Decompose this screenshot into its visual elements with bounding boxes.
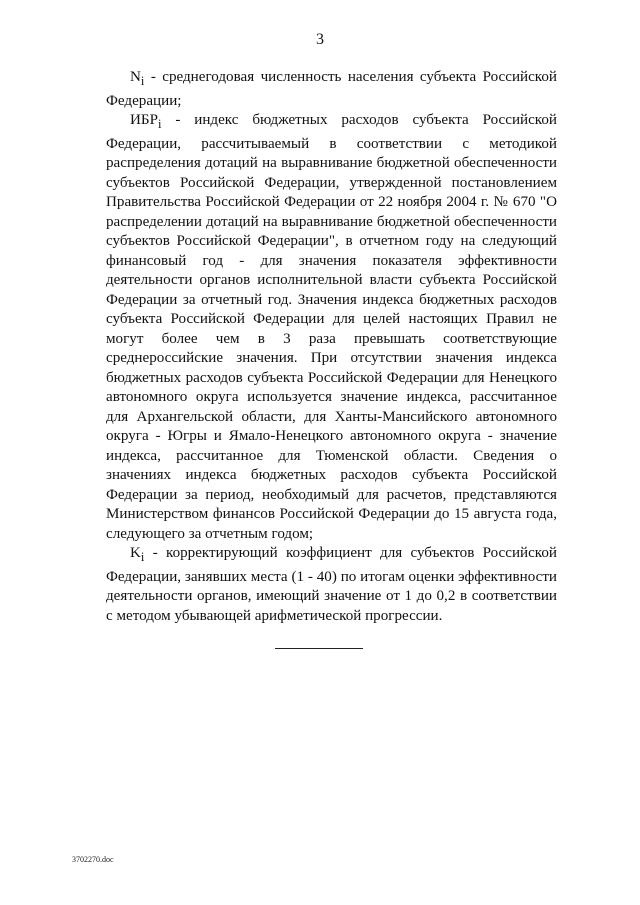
definition-paragraph-ibr	[106, 111, 557, 544]
symbol: K	[130, 545, 141, 562]
definition-paragraph-n	[106, 68, 557, 111]
subscript: i	[157, 117, 162, 132]
definition-text: - индекс бюджетных расходов субъекта Российской Федерации, рассчитываемый в соответствии с методикой распределения дотаций на выравнивание бюджетной обеспеченности субъектов Российской Федерации, утвержденной постановлением Правительства Российской Федерации от 22 ноября 2004 г. № 670 "О распределении дотаций на выравнивание бюджетной обеспеченности субъектов Российской Федерации", в отчетном году на следующий финансовый год - для значения показателя эффективности деятельности органов исполнительной власти субъекта Российской Федерации за отчетный год. Значения индекса бюджетных расходов субъекта Российской Федерации для целей настоящих Правил не могут более чем в 3 раза превышать соответствующие среднероссийские значения. При отсутствии значения индекса бюджетных расходов субъекта Российской Федерации для Ненецкого автономного округа используется значение индекса, рассчитанное для Архангельской области, для Ханты-Мансийского автономного округа - Югры и Ямало-Ненецкого автономного округа - значение индекса, рассчитанное для Тюменской области. Сведения о значениях индекса бюджетных расходов субъекта Российской Федерации за период, необходимый для расчетов, представляются Министерством финансов Российской Федерации до 15 августа года, следующего за отчетным годом;	[106, 112, 557, 542]
symbol: ИБР	[130, 112, 158, 129]
definition-paragraph-k	[106, 544, 557, 626]
subscript: i	[140, 74, 145, 89]
definition-text: - среднегодовая численность населения субъекта Российской Федерации;	[106, 69, 557, 109]
definition-text: - корректирующий коэффициент для субъектов Российской Федерации, занявших места (1 - 40) по итогам оценки эффективности деятельности органов, имеющий значение от 1 до 0,2 в соответствии с методом убывающей арифметической прогрессии.	[106, 545, 557, 624]
symbol: N	[130, 69, 141, 85]
subscript: i	[140, 550, 145, 565]
document-body	[106, 68, 557, 626]
page-number: 3	[316, 31, 324, 48]
document-file-code: 3702270.doc	[72, 855, 114, 864]
end-divider-line	[275, 648, 363, 649]
